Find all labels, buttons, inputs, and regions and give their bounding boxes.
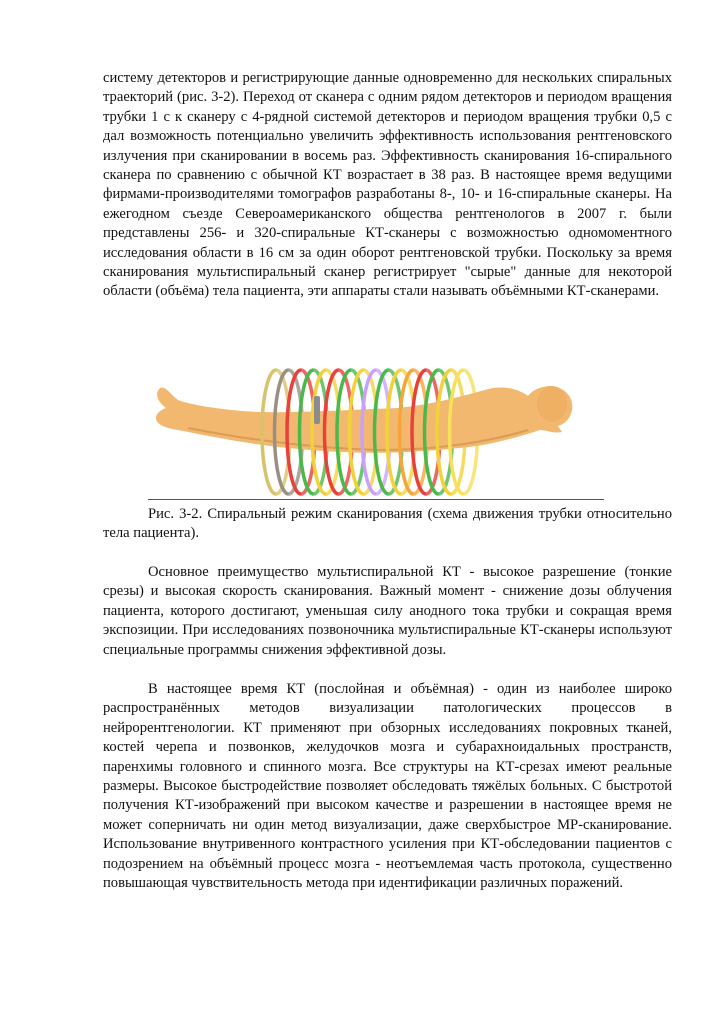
spiral-scan-illustration [148,364,604,500]
head [537,386,567,422]
caption-number: Рис. 3-2. [148,506,203,522]
caption-text: Спиральный режим сканирования (схема движения трубки относительно тела пациента). [103,506,673,542]
paragraph-neuroradiology: В настоящее время КТ (послойная и объёмная) - один из наиболее широко распространённых методов визуализации патологических процессов в нейрорентгенологии. КТ применяют при обзорных исследованиях покровных тканей, костей черепа и позвонков, желудочков мозга и субарахноидальных пространств, паренхимы головного и спинного мозга. Все структуры на КТ-срезах имеют реальные размеры. Высокое быстродействие позволяет обследовать тяжёлых больных. С быстротой получения КТ-изображений при высоком качестве и разрешении в настоящее время не может соперничать ни один метод визуализации, даже сверхбыстрое МР-сканирование. Использование внутривенного контрастного усиления при КТ-обследовании пациентов с подозрением на объёмный процесс мозга - неотъемлемая часть протокола, существенно повышающая чувствительность метода при идентификации различных поражений. [103,681,672,892]
figure-caption [103,505,672,544]
spiral-scan-figure [148,364,604,500]
paragraph-advantages: Основное преимущество мультиспиральной КТ - высокое разрешение (тонкие срезы) и высокая скорость сканирования. Важный момент - снижение дозы облучения пациента, которого достигают, уменьшая силу анодного тока трубки и сокращая время экспозиции. При исследованиях позвоночника мультиспиральные КТ-сканеры используют специальные программы снижения эффективной дозы. [103,564,672,658]
figure-rule [148,499,604,500]
x-ray-tube-marker [314,396,320,424]
paragraph-detectors: систему детекторов и регистрирующие данные одновременно для нескольких спиральных траекторий (рис. 3-2). Переход от сканера с одним рядом детекторов и периодом вращения трубки 1 с к сканеру с 4-рядной системой детекторов и периодом вращения трубки 0,5 с дал возможность потенциально увеличить эффективность использования рентгеновского излучения при сканировании в восемь раз. Эффективность сканирования 16-спирального сканера по сравнению с обычной КТ возрастает в 38 раз. В настоящее время ведущими фирмами-производителями томографов разработаны 8-, 10- и 16-спиральные сканеры. На ежегодном съезде Североамериканского общества рентгенологов в 2007 г. были представлены 256- и 320-спиральные КТ-сканеры с возможностью одномоментного исследования области в 16 см за один оборот рентгеновской трубки. Поскольку за время сканирования мультиспиральный сканер регистрирует "сырые" данные для некоторой области (объёма) тела пациента, эти аппараты стали называть объёмными КТ-сканерами. [103,70,672,300]
